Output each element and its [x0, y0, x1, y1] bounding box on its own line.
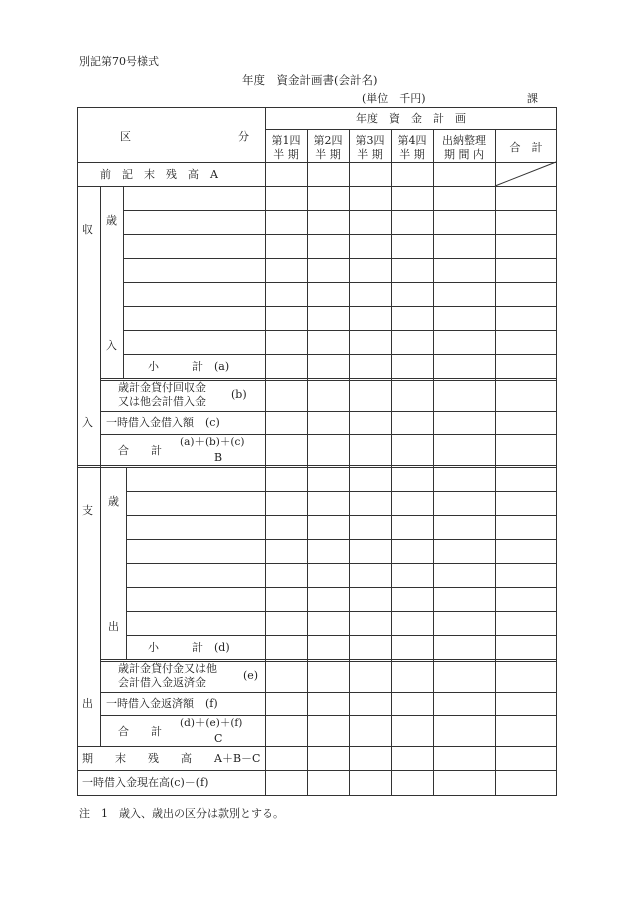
category-header: 区 — [120, 130, 131, 143]
expense-loan-line2: 会計借入金返済金 — [118, 676, 206, 689]
expense-annual-label-bottom: 出 — [108, 620, 119, 633]
closing-period-header-line2: 期 間 内 — [444, 148, 484, 161]
temp-loan-balance-label: 一時借入金現在高(c)－(f) — [82, 776, 209, 789]
revenue-loan-line2: 又は他会計借入金 — [118, 395, 206, 408]
expense-temp-repay-label: 一時借入金返済額 (f) — [106, 697, 218, 710]
expense-side-label-2: 出 — [82, 697, 93, 710]
plan-header: 年度 資 金 計 画 — [356, 112, 466, 125]
expense-loan-tag: (e) — [243, 669, 259, 682]
revenue-side-label: 収 — [82, 223, 93, 236]
revenue-total-tag: B — [214, 451, 223, 464]
revenue-annual-label-bottom: 入 — [106, 339, 117, 352]
total-header: 合 計 — [509, 141, 543, 154]
q2-header-line2: 半 期 — [315, 148, 341, 161]
footnote: 注 1 歳入、歳出の区分は款別とする。 — [79, 807, 284, 820]
q3-header-line1: 第3四 — [355, 134, 385, 147]
revenue-subtotal-label: 小 計 (a) — [148, 360, 230, 373]
revenue-total-label: 合 計 — [118, 444, 162, 457]
revenue-temp-borrow-label: 一時借入金借入額 (c) — [106, 416, 220, 429]
expense-annual-label-top: 歳 — [108, 495, 119, 508]
revenue-side-label-2: 入 — [82, 416, 93, 429]
revenue-loan-tag: (b) — [231, 388, 247, 401]
expense-loan-line1: 歳計金貸付金又は他 — [118, 662, 217, 675]
end-balance-label: 期 末 残 高 A＋B－C — [82, 752, 261, 765]
expense-side-label: 支 — [82, 504, 93, 517]
expense-subtotal-label: 小 計 (d) — [148, 641, 230, 654]
revenue-total-formula: (a)＋(b)＋(c) — [180, 436, 245, 448]
expense-total-formula: (d)＋(e)＋(f) — [180, 717, 243, 729]
document-title: 年度 資金計画書(会計名) — [242, 73, 378, 87]
department-label: 課 — [527, 92, 538, 105]
q1-header-line2: 半 期 — [273, 148, 299, 161]
category-header-right: 分 — [238, 130, 249, 143]
q4-header-line2: 半 期 — [399, 148, 425, 161]
prev-balance-label: 前 記 末 残 高 A — [100, 168, 218, 181]
form-number: 別記第70号様式 — [79, 55, 159, 68]
expense-total-tag: C — [214, 732, 223, 745]
expense-total-label: 合 計 — [118, 725, 162, 738]
q1-header-line1: 第1四 — [271, 134, 301, 147]
q4-header-line1: 第4四 — [397, 134, 427, 147]
revenue-loan-line1: 歳計金貸付回収金 — [118, 381, 206, 394]
revenue-annual-label-top: 歳 — [106, 214, 117, 227]
unit-label: (単位 千円) — [362, 92, 426, 105]
q2-header-line1: 第2四 — [313, 134, 343, 147]
q3-header-line2: 半 期 — [357, 148, 383, 161]
closing-period-header-line1: 出納整理 — [442, 134, 486, 147]
